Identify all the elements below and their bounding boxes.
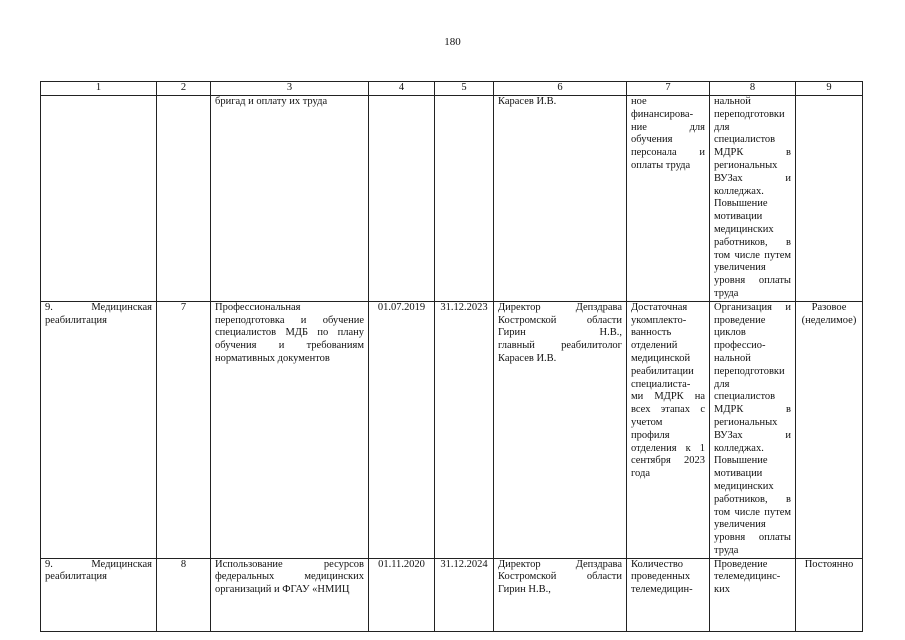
text-line: ное [631, 96, 647, 107]
section-cell [41, 96, 157, 302]
section-cell [41, 558, 157, 631]
text-line: ние для [631, 121, 705, 133]
text-line: профессио- [714, 340, 766, 352]
text-line: работников, в [714, 493, 791, 505]
text-line: труда [714, 287, 739, 299]
text-line: специалистов [714, 391, 776, 403]
responsible-cell [494, 558, 627, 631]
text-line: Использование ресурсов [215, 558, 364, 570]
text-line: организаций и ФГАУ «НМИЦ [215, 584, 350, 596]
text-line: всех этапах с [631, 404, 705, 416]
text-line: 9. Медицинская [45, 301, 152, 313]
start-date-cell: 01.07.2019 [369, 301, 435, 558]
text-line: федеральных медицинских [215, 571, 364, 583]
text-line: (неделимое) [801, 314, 857, 326]
end-date-cell: 31.12.2023 [435, 301, 494, 558]
text-line: колледжах. [714, 442, 764, 454]
column-header: 5 [435, 82, 494, 96]
text-line: специалистов [714, 134, 776, 146]
text-line: региональных [714, 159, 778, 171]
text-line: мотивации [714, 468, 763, 480]
text-line: Гирин Н.В., [498, 584, 551, 596]
text-line: переподготовки [714, 108, 785, 120]
text-line: труда [714, 544, 739, 556]
text-line: Достаточная [631, 301, 688, 313]
column-header: 9 [796, 82, 863, 96]
column-header: 3 [211, 82, 369, 96]
text-line: отделений [631, 340, 678, 352]
responsible-cell [494, 96, 627, 302]
column-header: 7 [627, 82, 710, 96]
column-number-row [41, 82, 863, 96]
description-cell [710, 96, 796, 302]
text-line: нормативных документов [215, 352, 330, 364]
text-line: Костромской области [498, 571, 622, 583]
text-line: бригад и оплату их труда [215, 96, 328, 107]
text-line: мотивации [714, 211, 763, 223]
table-row [41, 96, 863, 302]
activity-cell [211, 558, 369, 631]
table-row [41, 558, 863, 631]
text-line: реабилитация [45, 314, 107, 326]
text-line: для [714, 378, 730, 390]
text-line: колледжах. [714, 185, 764, 197]
text-line: увеличения [714, 262, 766, 274]
text-line: нальной [714, 96, 751, 107]
column-header: 8 [710, 82, 796, 96]
column-header: 4 [369, 82, 435, 96]
text-line: Количество [631, 558, 684, 570]
periodicity-cell [796, 301, 863, 558]
text-line: Повышение [714, 455, 768, 467]
text-line: реабилитация [45, 571, 107, 583]
text-line: обучения [631, 134, 673, 146]
text-line: для [714, 121, 730, 133]
activity-cell [211, 96, 369, 302]
responsible-cell [494, 301, 627, 558]
text-line: Повышение [714, 198, 768, 210]
text-line: Проведение [714, 558, 768, 570]
text-line: уровня оплаты [714, 532, 791, 544]
text-line: региональных [714, 416, 778, 428]
end-date-cell: 31.12.2024 [435, 558, 494, 631]
text-line: медицинской [631, 352, 691, 364]
text-line: 9. Медицинская [45, 558, 152, 570]
text-line: персонала и [631, 147, 705, 159]
text-line: работников, в [714, 236, 791, 248]
text-line: сентября 2023 [631, 455, 705, 467]
text-line: главный реабилитолог [498, 340, 622, 352]
text-line: Костромской области [498, 314, 622, 326]
text-line: ванность [631, 327, 672, 339]
text-line: нальной [714, 352, 751, 364]
text-line: медицинских [714, 223, 774, 235]
text-line: медицинских [714, 480, 774, 492]
column-header: 1 [41, 82, 157, 96]
page-number: 180 [444, 36, 461, 48]
activity-cell [211, 301, 369, 558]
periodicity-cell [796, 558, 863, 631]
text-line: обучения и требованиям [215, 340, 364, 352]
periodicity-cell [796, 96, 863, 302]
start-date-cell [369, 96, 435, 302]
text-line: финансирова- [631, 108, 694, 120]
text-line: телемедицинс- [714, 571, 781, 583]
description-cell [710, 301, 796, 558]
end-date-cell [435, 96, 494, 302]
text-line: телемедицин- [631, 584, 693, 596]
text-line: Директор Депздрава [498, 558, 622, 570]
table-row [41, 301, 863, 558]
text-line: специалистов МДБ по плану [215, 327, 364, 339]
text-line: Разовое [811, 301, 847, 313]
description-cell [710, 558, 796, 631]
text-line: проведенных [631, 571, 691, 583]
text-line: года [631, 468, 650, 480]
text-line: ВУЗах и [714, 172, 791, 184]
column-header: 2 [157, 82, 211, 96]
text-line: Директор Депздрава [498, 301, 622, 313]
text-line: Карасев И.В. [498, 96, 557, 107]
text-line: том числе путем [714, 249, 791, 261]
item-number-cell: 8 [157, 558, 211, 631]
result-cell [627, 96, 710, 302]
text-line: ВУЗах и [714, 429, 791, 441]
text-line: переподготовки [714, 365, 785, 377]
text-line: циклов [714, 327, 746, 339]
item-number-cell [157, 96, 211, 302]
text-line: Гирин Н.В., [498, 327, 622, 339]
item-number-cell: 7 [157, 301, 211, 558]
text-line: специалиста- [631, 378, 691, 390]
text-line: учетом [631, 416, 663, 428]
result-cell [627, 301, 710, 558]
text-line: Организация и [714, 301, 791, 313]
text-line: ких [714, 584, 730, 596]
start-date-cell: 01.11.2020 [369, 558, 435, 631]
text-line: отделения к 1 [631, 442, 705, 454]
text-line: укомплекто- [631, 314, 687, 326]
text-line: Профессиональная [215, 301, 301, 313]
text-line: Карасев И.В. [498, 352, 557, 364]
text-line: проведение [714, 314, 766, 326]
section-cell [41, 301, 157, 558]
activities-table [40, 81, 863, 632]
column-header: 6 [494, 82, 627, 96]
text-line: МДРК в [714, 404, 791, 416]
text-line: МДРК в [714, 147, 791, 159]
text-line: том числе путем [714, 506, 791, 518]
text-line: реабилитации [631, 365, 694, 377]
result-cell [627, 558, 710, 631]
text-line: увеличения [714, 519, 766, 531]
text-line: Постоянно [804, 558, 854, 570]
text-line: уровня оплаты [714, 275, 791, 287]
text-line: переподготовка и обучение [215, 314, 364, 326]
text-line: оплаты труда [631, 159, 691, 171]
text-line: профиля [631, 429, 670, 441]
text-line: ми МДРК на [631, 391, 705, 403]
